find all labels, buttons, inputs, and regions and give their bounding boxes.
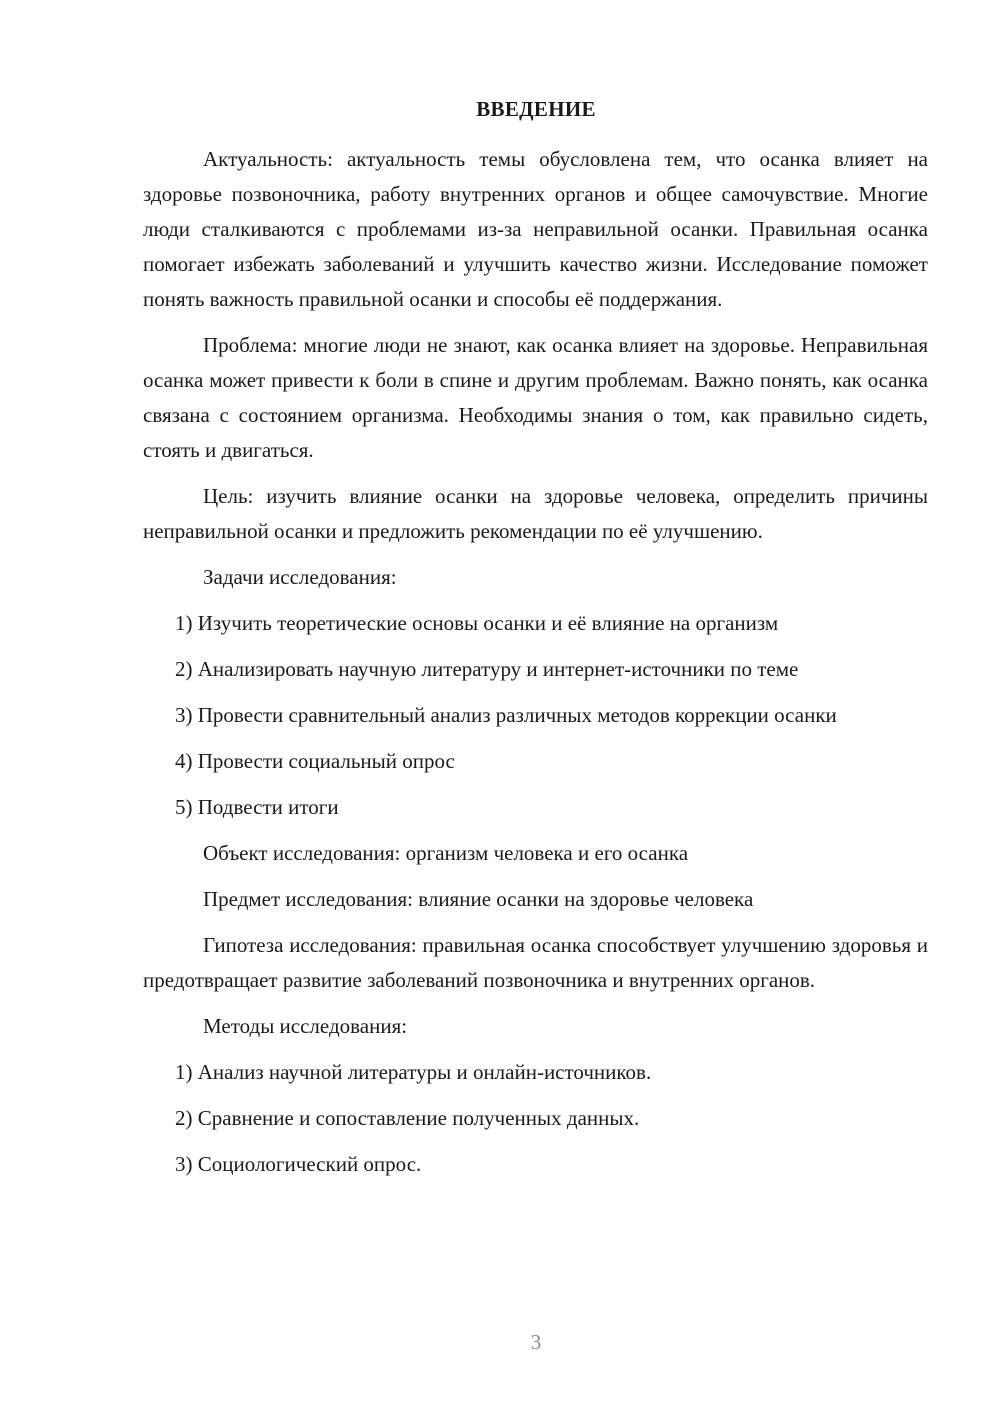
problem-paragraph: Проблема: многие люди не знают, как осанка влияет на здоровье. Неправильная осанка может привести к боли в спине и другим проблемам. Важно понять, как осанка связана с состоянием организма. Необходимы знания о том, как правильно сидеть, стоять и двигаться. (143, 333, 928, 462)
title-wrap (0, 92, 1000, 127)
object-paragraph: Объект исследования: организм человека и его осанка (203, 841, 689, 865)
subject-paragraph: Предмет исследования: влияние осанки на здоровье человека (203, 887, 754, 911)
page-number: 3 (530, 1330, 542, 1354)
task-item: 4) Провести социальный опрос (175, 749, 455, 773)
page-title: ВВЕДЕНИЕ (476, 97, 596, 121)
task-item: 2) Анализировать научную литературу и интернет-источники по теме (175, 657, 799, 681)
method-item: 2) Сравнение и сопоставление полученных данных. (175, 1106, 640, 1130)
relevance-paragraph: Актуальность: актуальность темы обусловлена тем, что осанка влияет на здоровье позвоночника, работу внутренних органов и общее самочувствие. Многие люди сталкиваются с проблемами из-за неправильной осанки. Правильная осанка помогает избежать заболеваний и улучшить качество жизни. Исследование поможет понять важность правильной осанки и способы её поддержания. (143, 147, 928, 311)
method-item: 1) Анализ научной литературы и онлайн-источников. (175, 1060, 652, 1084)
methods-heading: Методы исследования: (203, 1014, 408, 1038)
task-item: 1) Изучить теоретические основы осанки и её влияние на организм (175, 611, 779, 635)
task-item: 3) Провести сравнительный анализ различных методов коррекции осанки (175, 703, 837, 727)
task-item: 5) Подвести итоги (175, 795, 339, 819)
hypothesis-paragraph: Гипотеза исследования: правильная осанка способствует улучшению здоровья и предотвращает развитие заболеваний позвоночника и внутренних органов. (143, 933, 928, 992)
method-item: 3) Социологический опрос. (175, 1152, 422, 1176)
document-body (143, 142, 928, 1182)
tasks-heading: Задачи исследования: (203, 565, 397, 589)
goal-paragraph: Цель: изучить влияние осанки на здоровье человека, определить причины неправильной осанки и предложить рекомендации по её улучшению. (143, 484, 928, 543)
